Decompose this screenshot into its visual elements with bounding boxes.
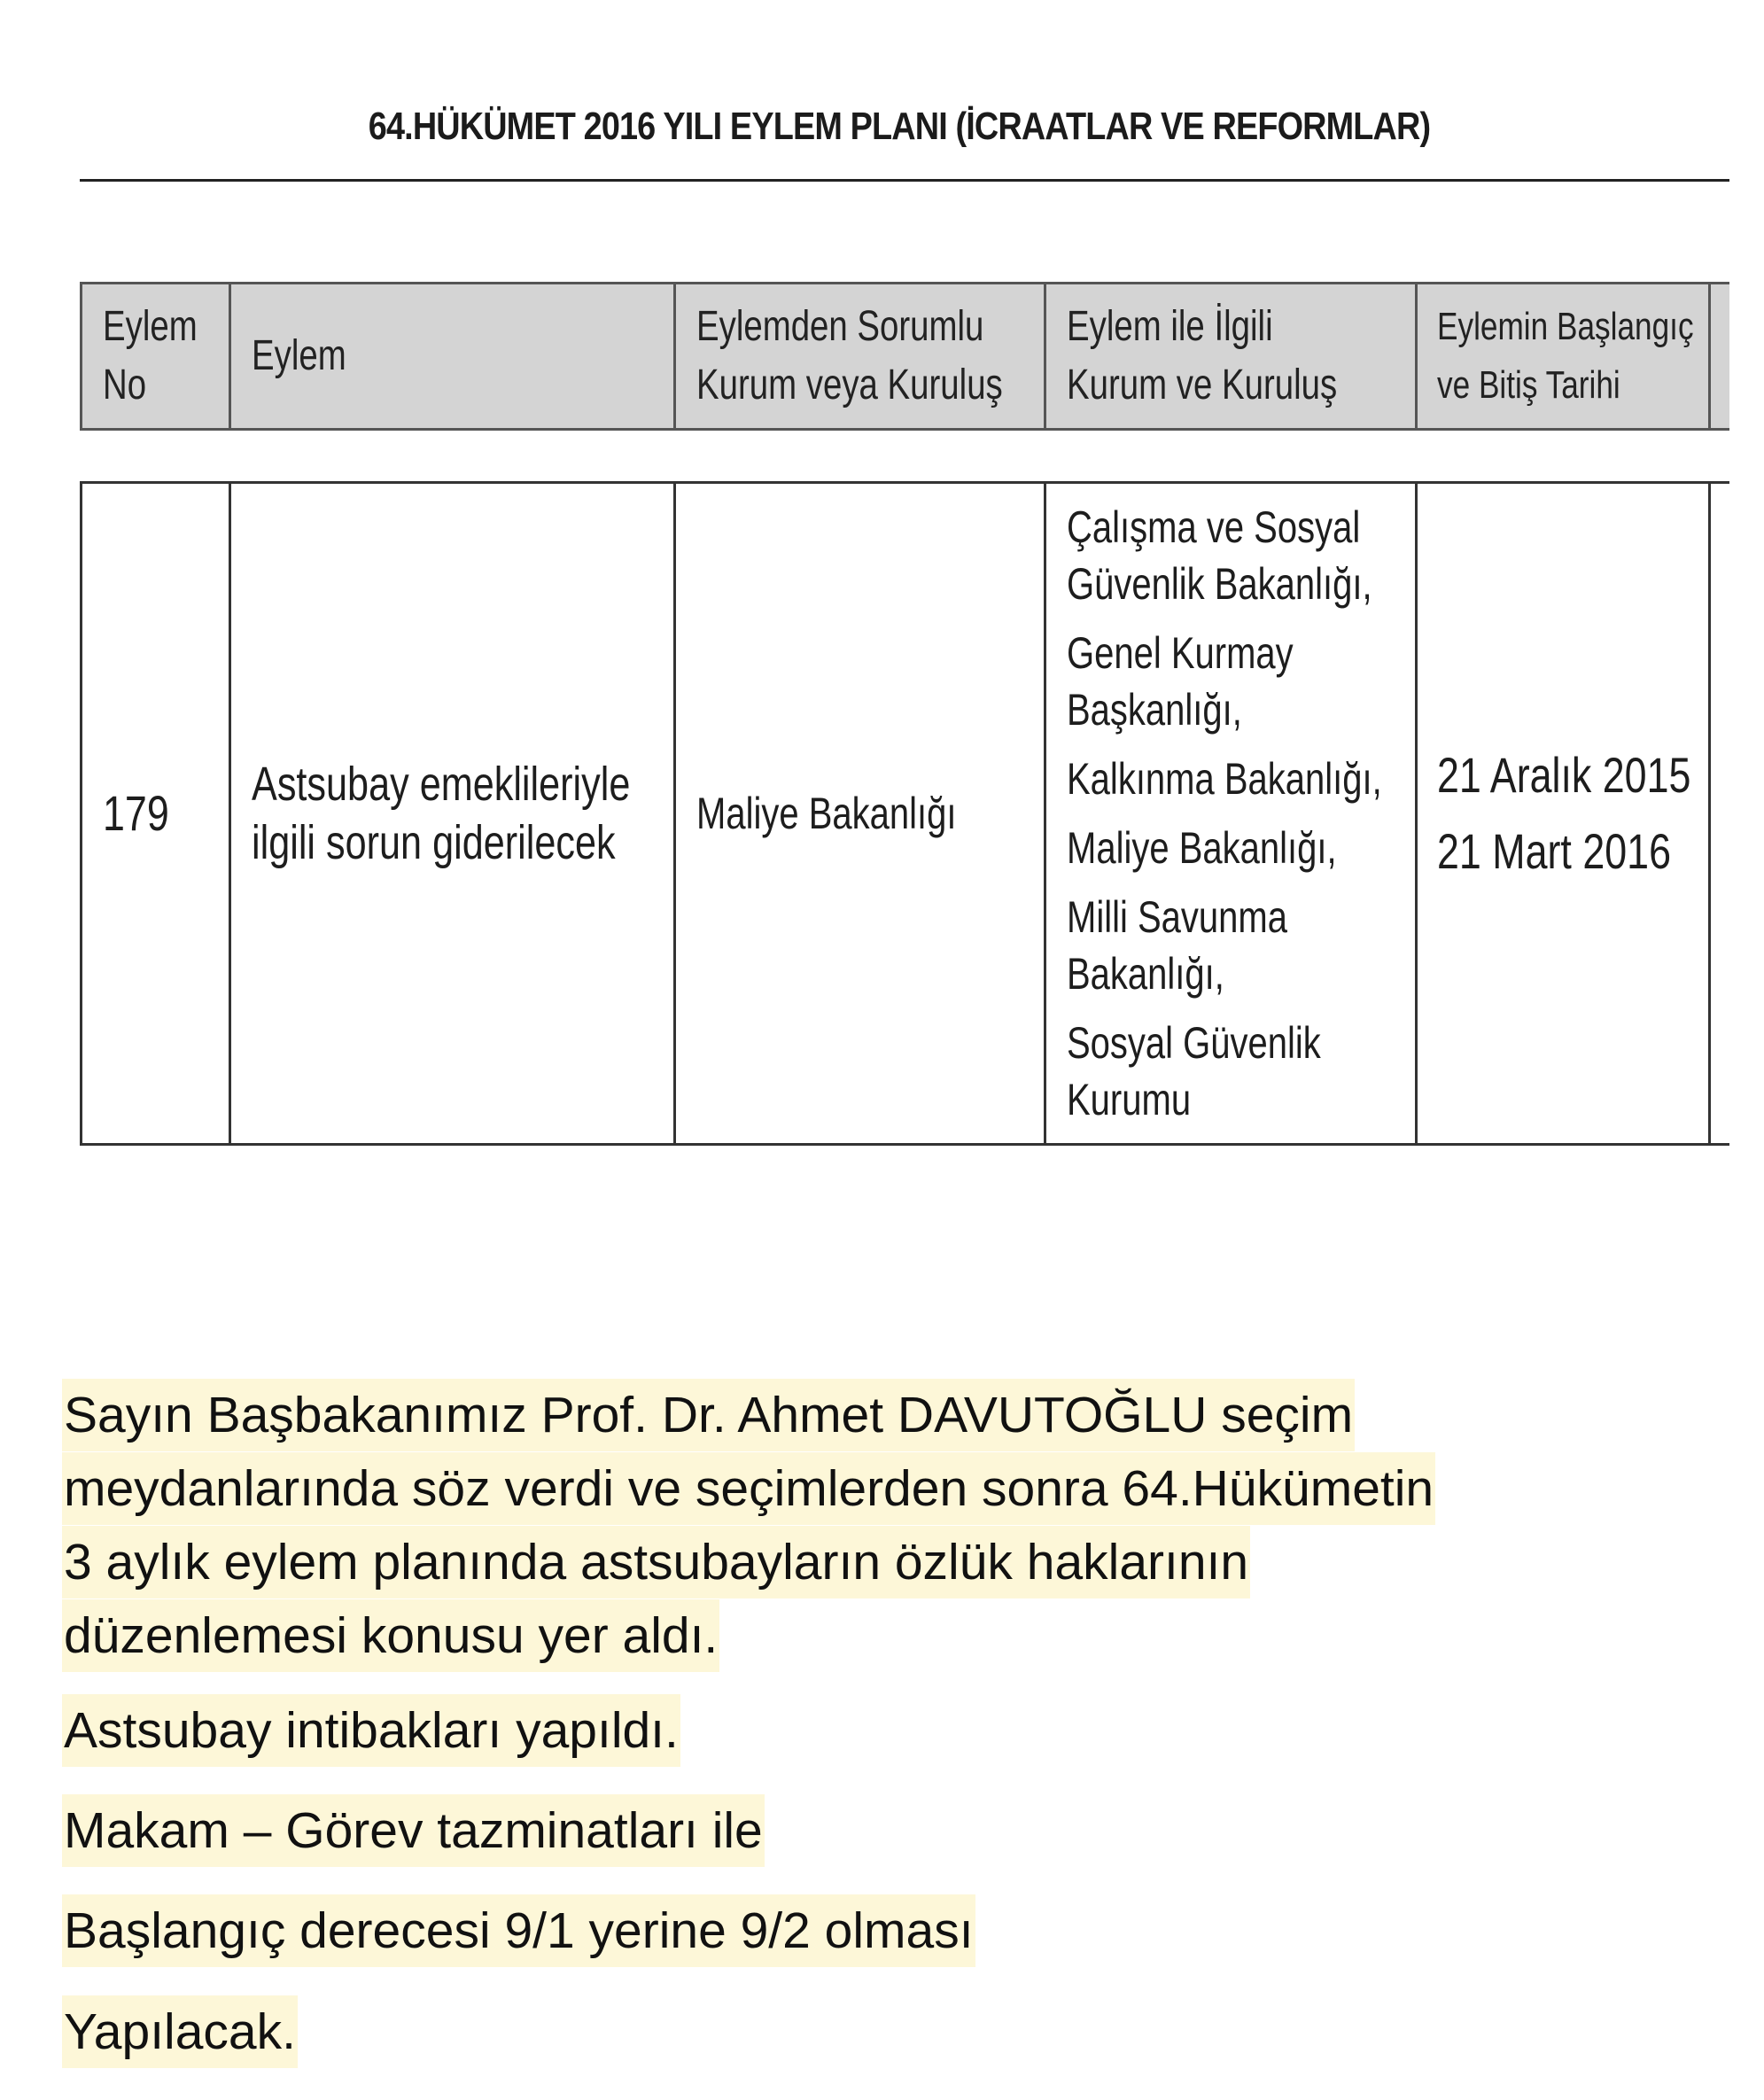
cell-dates [1437,484,1706,1143]
column-divider [229,484,231,1143]
action-no-value: 179 [103,785,169,841]
table-header-row [80,282,1729,431]
column-divider [1044,484,1046,1143]
paragraph-yapilacak [62,1995,298,2068]
document-title: 64.HÜKÜMET 2016 YILI EYLEM PLANI (İCRAATLAR VE REFORMLAR) [368,105,1431,148]
header-cell-dates [1437,284,1706,428]
list-item: Kalkınma Bakanlığı, [1067,754,1382,804]
start-date: 21 Aralık 2015 [1437,747,1691,803]
intro-paragraph [62,1379,1728,1673]
column-divider [229,284,231,428]
header-cell-no [103,284,209,428]
header-cell-related [1067,284,1407,428]
end-date: 21 Mart 2016 [1437,823,1671,879]
header-related-label: Eylem ile İlgili Kurum ve Kuruluş [1067,303,1338,408]
date-range [1437,746,1690,881]
column-divider [80,484,82,1143]
paragraph-line: düzenlemesi konusu yer aldı. [62,1599,719,1672]
header-cell-action [252,284,585,428]
list-item: Çalışma ve Sosyal Güvenlik Bakanlığı, [1067,502,1372,609]
related-institutions-list [1067,499,1382,1128]
header-dates-label: Eylemin Başlangıç ve Bitiş Tarihi [1437,305,1694,407]
paragraph-tazminat [62,1794,765,1867]
column-divider [1415,484,1418,1143]
column-divider [80,284,82,428]
paragraph-line: Başlangıç derecesi 9/1 yerine 9/2 olması [62,1894,975,1967]
header-action-label: Eylem [252,332,346,379]
paragraph-line: 3 aylık eylem planında astsubayların özlük haklarının [62,1526,1250,1598]
responsible-institution: Maliye Bakanlığı [696,789,957,838]
column-divider [1708,284,1711,428]
paragraph-line: Sayın Başbakanımız Prof. Dr. Ahmet DAVUTOĞLU seçim [62,1379,1355,1451]
table-row [80,481,1729,1146]
paragraph-intibak [62,1694,680,1767]
action-text: Astsubay emeklileriyle ilgili sorun giderilecek [252,758,631,869]
column-divider [673,284,676,428]
paragraph-line: Yapılacak. [62,1995,298,2068]
paragraph-line: Makam – Görev tazminatları ile [62,1794,765,1867]
cell-related [1067,484,1414,1143]
header-no-label: Eylem No [103,303,198,408]
list-item: Milli Savunma Bakanlığı, [1067,892,1287,999]
column-divider [1044,284,1046,428]
cell-responsible [696,484,1037,1143]
paragraph-derece [62,1894,975,1967]
list-item: Genel Kurmay Başkanlığı, [1067,628,1294,735]
column-divider [1708,484,1711,1143]
title-divider [80,179,1729,182]
list-item: Maliye Bakanlığı, [1067,823,1337,873]
paragraph-line: Astsubay intibakları yapıldı. [62,1694,680,1767]
cell-action [252,484,649,1143]
column-divider [673,484,676,1143]
header-responsible-label: Eylemden Sorumlu Kurum veya Kuruluş [696,303,1003,408]
column-divider [1415,284,1418,428]
paragraph-line: meydanlarında söz verdi ve seçimlerden sonra 64.Hükümetin [62,1452,1435,1525]
cell-action-no [103,484,209,1143]
header-cell-responsible [696,284,1037,428]
list-item: Sosyal Güvenlik Kurumu [1067,1018,1321,1124]
